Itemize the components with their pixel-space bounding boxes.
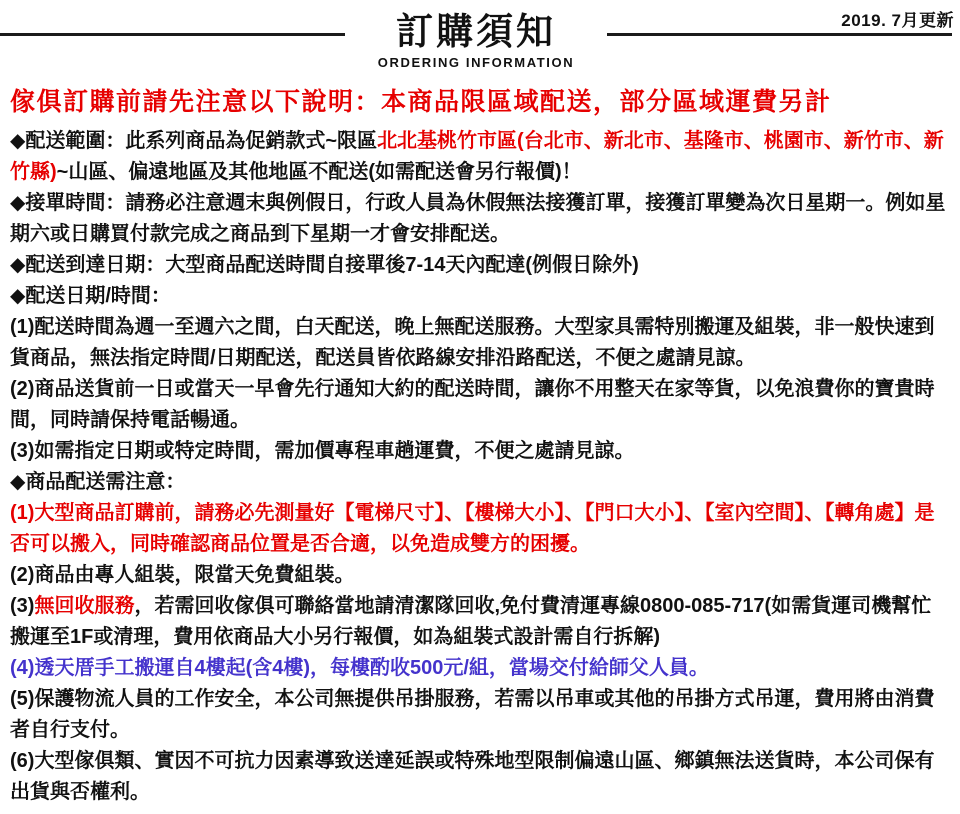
text-segment: (3)如需指定日期或特定時間，需加價專程車趟運費，不便之處請見諒。 [10,440,635,462]
notice-paragraph-schedule-3 [10,436,950,467]
notice-paragraph-schedule-2 [10,374,950,436]
text-segment: ，若需回收傢俱可聯絡當地請清潔隊回收,免付費清運專線0800-085-717(如需貨運司機幫忙搬運至1F或清理，費用依商品大小另行報價，如為組裝式設計需自行拆解) [10,595,932,648]
notice-paragraph-schedule-1 [10,312,950,374]
header-rule-left [0,33,345,36]
notice-paragraph-order-time [10,188,950,250]
text-segment: ◆配送日期/時間： [10,285,171,307]
page-subtitle: ORDERING INFORMATION [377,54,575,70]
text-segment: ◆配送到達日期：大型商品配送時間自接單後7-14天內配達(例假日除外) [10,254,639,276]
text-segment: ~山區、偏遠地區及其他地區不配送(如需配送會另行報價)！ [56,161,582,183]
page-title: 訂購須知 [396,11,556,52]
notice-body [0,84,960,808]
title-block [371,0,581,70]
text-segment: (6)大型傢俱類、實因不可抗力因素導致送達延誤或特殊地型限制偏遠山區、鄉鎮無法送貨時，本公司保有出貨與否權利。 [10,750,935,803]
text-segment: (2)商品送貨前一日或當天一早會先行通知大約的配送時間，讓你不用整天在家等貨，以免浪費你的寶貴時間，同時請保持電話暢通。 [10,378,935,431]
page-header [0,0,960,84]
text-segment: (5)保護物流人員的工作安全，本公司無提供吊掛服務，若需以吊車或其他的吊掛方式吊運，費用將由消費者自行支付。 [10,688,935,741]
text-segment: 北北基桃竹市區(台北市、新北市、基隆市、桃園市、新竹市、新竹縣) [10,130,944,183]
notice-paragraph-delivery-area [10,126,950,188]
text-segment: (1)大型商品訂購前，請務必先測量好【電梯尺寸】、【樓梯大小】、【門口大小】、【室內空間】、【轉角處】是否可以搬入，同時確認商品位置是否合適，以免造成雙方的困擾。 [10,502,935,555]
notice-paragraph-date-time-header [10,281,950,312]
notice-paragraph-attention-3 [10,591,950,653]
notice-paragraph-attention-6 [10,746,950,808]
text-segment: 無回收服務 [34,595,135,617]
text-segment: (3) [10,595,35,617]
text-segment: ◆配送範圍：此系列商品為促銷款式~限區 [10,130,378,152]
text-segment: (4)透天厝手工搬運自4樓起(含4樓)，每樓酌收500元/組，當場交付給師父人員。 [10,657,709,679]
text-segment: (1)配送時間為週一至週六之間，白天配送，晚上無配送服務。大型家具需特別搬運及組裝，非一般快速到貨商品，無法指定時間/日期配送，配送員皆依路線安排沿路配送，不便之處請見諒。 [10,316,935,369]
header-rule-right [607,33,952,36]
notice-paragraph-attention-header [10,467,950,498]
notice-paragraph-attention-1 [10,498,950,560]
title-row [0,0,960,70]
notice-paragraph-attention-4 [10,653,950,684]
update-date: 2019. 7月更新 [841,11,954,30]
text-segment: ◆接單時間：請務必注意週末與例假日，行政人員為休假無法接獲訂單，接獲訂單變為次日星期一。例如星期六或日購買付款完成之商品到下星期一才會安排配送。 [10,192,946,245]
text-segment: ◆商品配送需注意： [10,471,186,493]
text-segment: (2)商品由專人組裝，限當天免費組裝。 [10,564,355,586]
notice-paragraph-attention-2 [10,560,950,591]
notice-headline: 傢俱訂購前請先注意以下說明：本商品限區域配送，部分區域運費另計 [10,88,832,116]
notice-paragraph-attention-5 [10,684,950,746]
notice-paragraph-arrival-date [10,250,950,281]
